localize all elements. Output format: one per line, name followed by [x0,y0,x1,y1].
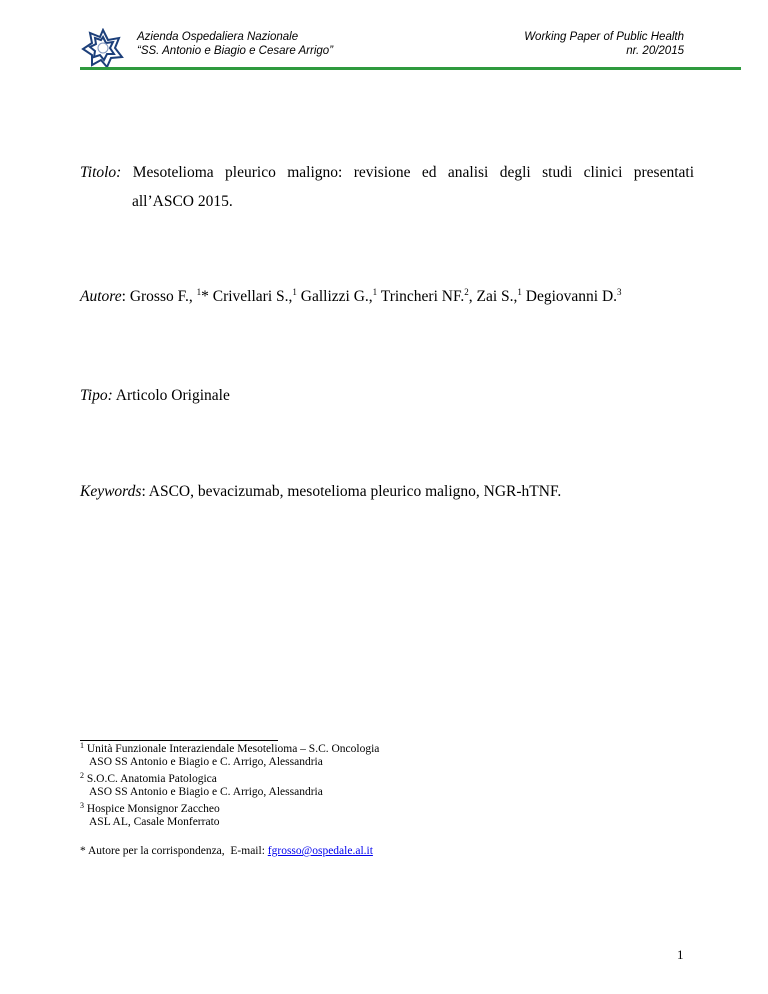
footnote-text: ASO SS Antonio e Biagio e C. Arrigo, Alessandria [89,756,323,768]
author-affiliation-number: 2 [464,287,469,297]
header-paper-info [524,30,684,58]
footnote-number: 2 [80,771,84,780]
correspondence-text: * Autore per la corrispondenza, E-mail: [80,845,268,857]
article-type-label: Tipo: [80,387,113,404]
authors-list [130,288,622,305]
author-affiliation-number: 3 [617,287,622,297]
header-paper-line1: Working Paper of Public Health [524,31,684,43]
keywords-line: Keywords: ASCO, bevacizumab, mesotelioma pleurico maligno, NGR-hTNF. [80,483,562,500]
author-name: Crivellari S.,$^1$ [212,287,297,305]
header-divider [80,67,741,70]
author-name: Degiovanni D.$^3$ [525,287,622,305]
header-org-line2: “SS. Antonio e Biagio e Cesare Arrigo” [137,45,334,57]
authors-line: Autore: Grosso F., $^1$* Crivellari S.,$^1$ Gallizzi G.,$^1$ Trincheri NF.$^2$, Zai S.,$^1$ Degiovanni D.$^3$ [80,287,622,305]
correspondence-email-link[interactable]: fgrosso@ospedale.al.it [267,845,373,857]
page-number: 1 [677,947,684,962]
article-type-value: Articolo Originale [115,387,230,404]
article-type-line [80,387,230,405]
footnote-text: Hospice Monsignor Zaccheo [86,803,220,815]
author-affiliation-number: 1 [517,287,522,297]
header-org-line1: Azienda Ospedaliera Nazionale [137,31,299,43]
footnote-text: ASL AL, Casale Monferrato [89,816,220,828]
footnote-number: 1 [80,741,84,750]
author-name: Zai S.,$^1$ [476,287,522,305]
footnote-text: S.O.C. Anatomia Patologica [86,773,217,785]
correspondence-line [80,845,373,858]
author-name: Trincheri NF.$^2$, [380,287,477,305]
author-affiliation-number: 1 [196,287,202,297]
authors-label: Autore [80,288,122,305]
keywords-value: ASCO, bevacizumab, mesotelioma pleurico maligno, NGR-hTNF. [148,483,562,500]
header-paper-line2: nr. 20/2015 [626,45,684,57]
footnote-text: Unità Funzionale Interaziendale Mesotelioma – S.C. Oncologia [86,743,380,755]
footnote-2 [80,773,323,799]
footnote-divider [80,740,278,741]
author-affiliation-number: 1 [372,287,378,297]
header-organization [137,30,333,58]
hospital-logo-icon [80,28,126,68]
author-name: Grosso F., $^1$* [129,287,213,305]
footnote-number: 3 [80,801,84,810]
keywords-label: Keywords [80,483,142,500]
title-line1 [80,164,694,182]
footnote-text: ASO SS Antonio e Biagio e C. Arrigo, Alessandria [89,786,323,798]
title-label: Titolo: [80,164,122,181]
author-name: Gallizzi G.,$^1$ [300,287,378,305]
footnote-1 [80,743,379,769]
title-text-line1: Mesotelioma pleurico maligno: revisione ed analisi degli studi clinici presentati [132,164,695,181]
author-affiliation-number: 1 [292,287,297,297]
title-text-line2: all’ASCO 2015. [132,193,233,210]
footnote-3 [80,803,220,829]
